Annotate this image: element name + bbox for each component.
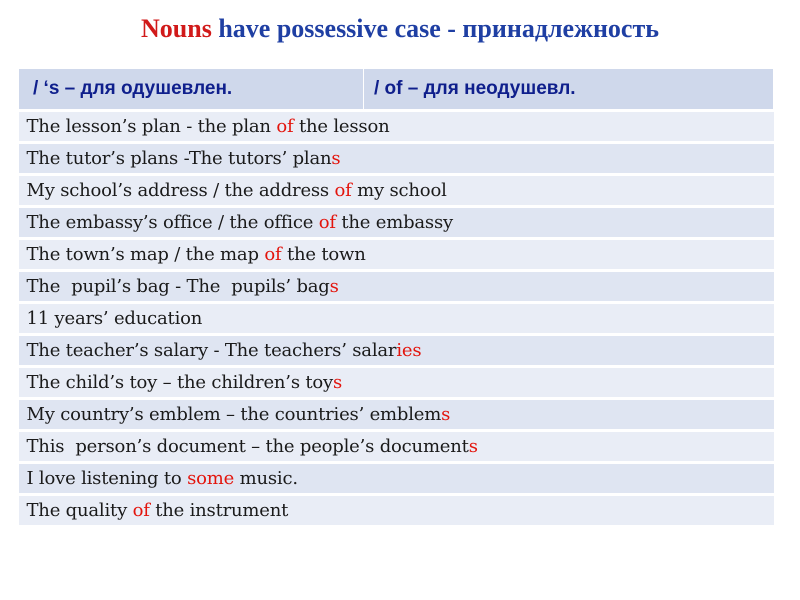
- example-text: music.: [234, 468, 298, 489]
- example-text: The quality: [26, 500, 133, 521]
- example-text: The lesson’s plan - the plan: [26, 116, 277, 137]
- table-row: [19, 175, 774, 207]
- example-cell: [19, 431, 774, 463]
- example-text: The tutor’s plans -The tutors’ plan: [26, 148, 332, 169]
- table-row: [19, 431, 774, 463]
- example-cell: [19, 271, 774, 303]
- table-row: [19, 463, 774, 495]
- highlight-text: of: [276, 116, 294, 137]
- example-cell: [19, 111, 774, 143]
- example-text: This person’s document – the people’s document: [26, 436, 469, 457]
- highlight-text: of: [334, 180, 352, 201]
- highlight-text: s: [441, 404, 451, 425]
- highlight-text: of: [318, 212, 336, 233]
- example-cell: [19, 399, 774, 431]
- highlight-text: ies: [396, 340, 422, 361]
- highlight-text: s: [333, 372, 343, 393]
- example-cell: [19, 239, 774, 271]
- example-text: my school: [351, 180, 447, 201]
- example-cell: [19, 175, 774, 207]
- example-cell: [19, 207, 774, 239]
- example-text: The town’s map / the map: [26, 244, 265, 265]
- example-text: the town: [281, 244, 366, 265]
- highlight-text: s: [329, 276, 339, 297]
- example-text: The pupil’s bag - The pupils’ bag: [26, 276, 330, 297]
- example-text: My school’s address / the address: [26, 180, 335, 201]
- highlight-text: s: [468, 436, 478, 457]
- example-cell: [19, 367, 774, 399]
- table-row: [19, 399, 774, 431]
- example-cell: [19, 143, 774, 175]
- table-row: [19, 207, 774, 239]
- example-text: My country’s emblem – the countries’ emblem: [26, 404, 442, 425]
- example-text: 11 years’ education: [26, 308, 203, 329]
- example-cell: [19, 303, 774, 335]
- example-text: the instrument: [149, 500, 289, 521]
- highlight-text: of: [132, 500, 150, 521]
- example-text: the lesson: [293, 116, 390, 137]
- table-row: [19, 239, 774, 271]
- table-header-row: [19, 69, 774, 111]
- possessive-table: [18, 68, 774, 525]
- example-cell: [19, 463, 774, 495]
- table-row: [19, 495, 774, 526]
- highlight-text: some: [187, 468, 235, 489]
- example-text: The teacher’s salary - The teachers’ salar: [26, 340, 397, 361]
- title-rest: have possessive case - принадлежность: [211, 14, 659, 43]
- table-row: [19, 143, 774, 175]
- example-text: I love listening to: [26, 468, 188, 489]
- example-cell: [19, 495, 774, 526]
- header-inanimate: / of – для неодушевл.: [364, 69, 774, 111]
- title-first-word: Nouns: [141, 14, 212, 43]
- highlight-text: s: [331, 148, 341, 169]
- table-row: [19, 335, 774, 367]
- example-text: The child’s toy – the children’s toy: [26, 372, 334, 393]
- page-title: [0, 14, 800, 44]
- example-text: The embassy’s office / the office: [26, 212, 319, 233]
- example-text: the embassy: [335, 212, 453, 233]
- example-cell: [19, 335, 774, 367]
- header-animate: / ‘s – для одушевлен.: [19, 69, 364, 111]
- table-row: [19, 303, 774, 335]
- table-row: [19, 111, 774, 143]
- highlight-text: of: [264, 244, 282, 265]
- table-row: [19, 271, 774, 303]
- table-row: [19, 367, 774, 399]
